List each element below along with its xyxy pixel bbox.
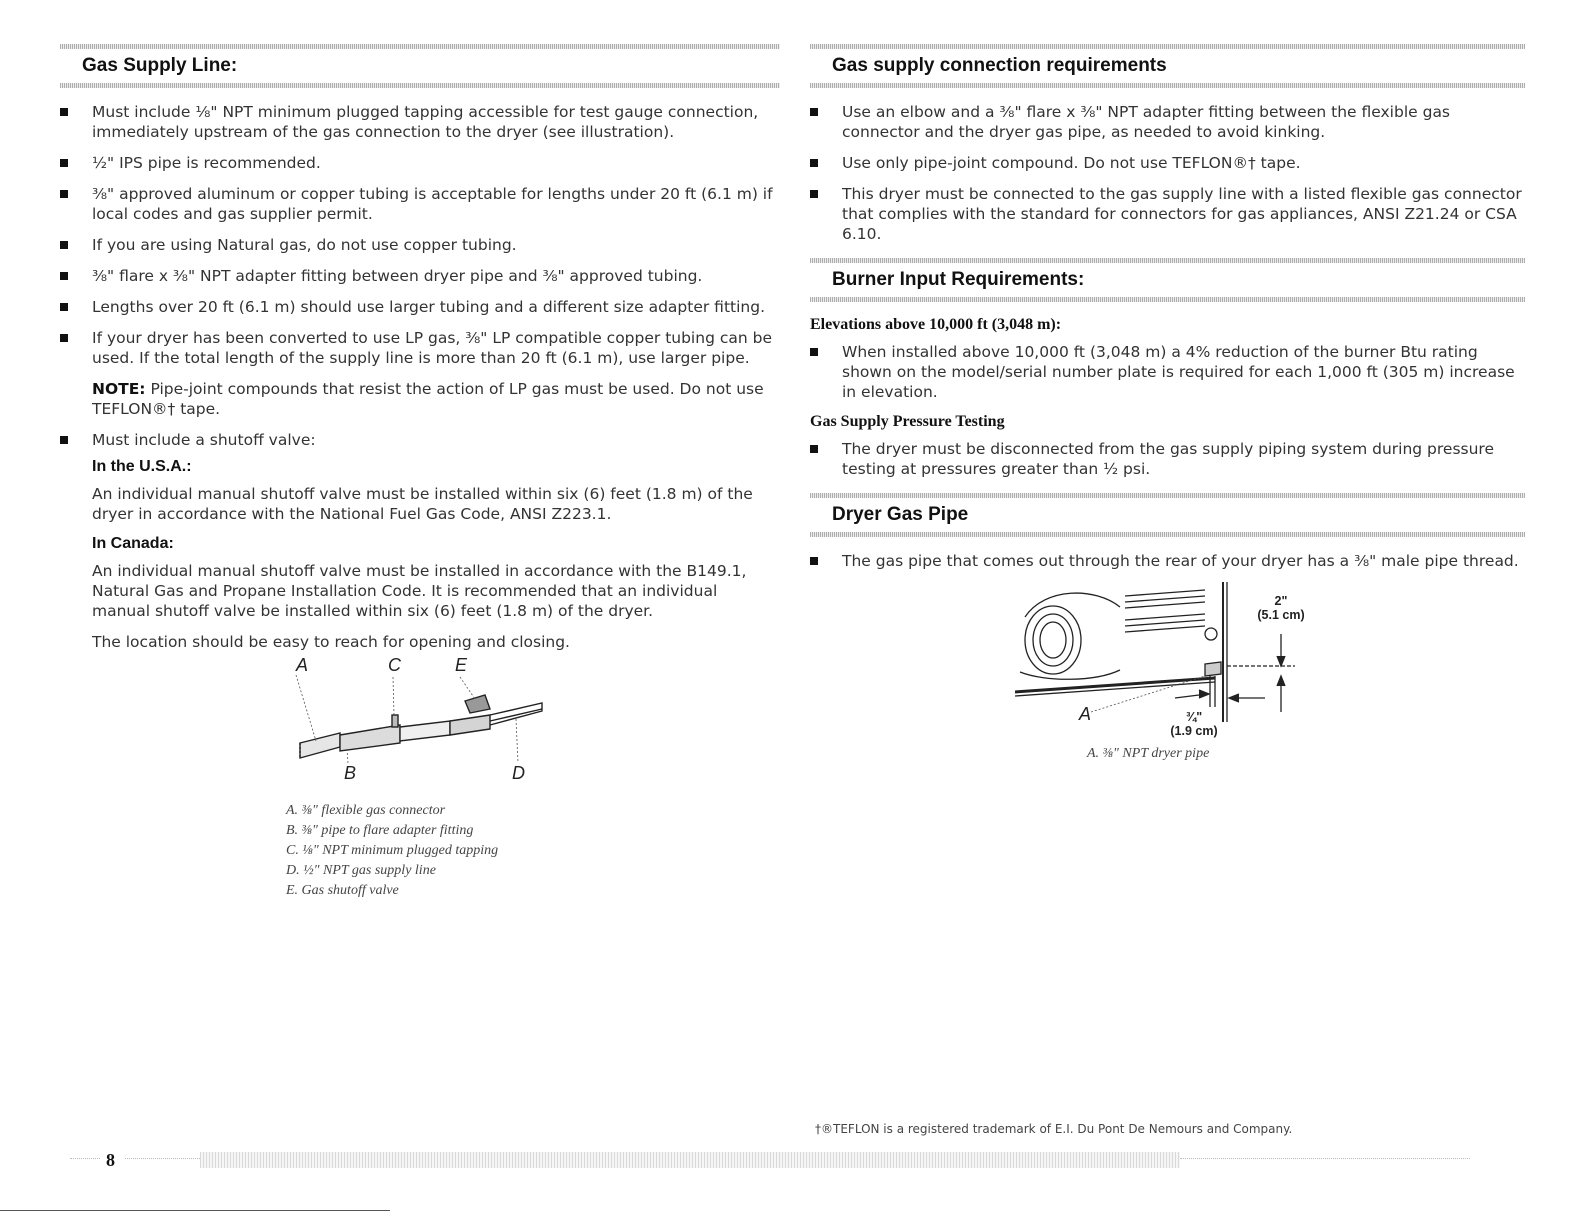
location-text: The location should be easy to reach for opening and closing. xyxy=(92,633,570,651)
gas-line-illustration xyxy=(280,663,580,783)
list-item xyxy=(60,297,780,317)
connection-requirements-list xyxy=(810,102,1525,244)
elevations-heading: Elevations above 10,000 ft (3,048 m): xyxy=(810,316,1062,333)
section-rule-top xyxy=(810,493,1525,498)
scan-edge-line xyxy=(0,1210,390,1211)
list-item xyxy=(60,184,780,224)
section-rule-top xyxy=(810,258,1525,263)
figure-label-a: A xyxy=(296,655,309,675)
list-item-text: The gas pipe that comes out through the rear of your dryer has a ⅜" male pipe thread. xyxy=(842,552,1519,570)
list-item-text: If you are using Natural gas, do not use copper tubing. xyxy=(92,236,517,254)
list-item-text: When installed above 10,000 ft (3,048 m) a 4% reduction of the burner Btu rating shown on the model/serial number plate is required for each 1,000 ft (305 m) increase in elevation. xyxy=(842,343,1515,401)
dryer-gas-pipe-header xyxy=(810,493,1525,537)
list-item xyxy=(810,184,1525,244)
list-item xyxy=(810,102,1525,142)
list-item-text: If your dryer has been converted to use LP gas, ⅜" LP compatible copper tubing can be used. If the total length of the supply line is more than 20 ft (6.1 m), use larger pipe. xyxy=(92,329,772,367)
usa-heading: In the U.S.A.: xyxy=(92,458,192,475)
figure-label-a: A xyxy=(1079,704,1092,724)
list-item xyxy=(60,430,780,450)
section-rule-bottom xyxy=(60,83,780,88)
list-item-text: This dryer must be connected to the gas supply line with a listed flexible gas connector that complies with the standard for connectors for gas appliances, ANSI Z21.24 or CSA 6.10. xyxy=(842,185,1522,243)
list-item-text: Must include a shutoff valve: xyxy=(92,431,316,449)
right-column xyxy=(810,44,1525,762)
gas-supply-line-header xyxy=(60,44,780,88)
canada-heading: In Canada: xyxy=(92,535,174,552)
bullet-square-icon xyxy=(810,190,818,198)
figure-captions xyxy=(286,801,780,901)
dim-bottom-inch: ¾" xyxy=(1185,710,1203,724)
list-item-text: The dryer must be disconnected from the gas supply piping system during pressure testing at pressures greater than ½ psi. xyxy=(842,440,1494,478)
teflon-footnote: †®TEFLON is a registered trademark of E.I. Du Pont De Nemours and Company. xyxy=(815,1122,1293,1136)
footer-band xyxy=(200,1152,1180,1168)
shutoff-valve-figure xyxy=(280,655,580,783)
list-item xyxy=(810,439,1525,479)
bullet-square-icon xyxy=(810,348,818,356)
dim-top-cm: (5.1 cm) xyxy=(1257,608,1305,622)
list-item-text: Must include ⅛" NPT minimum plugged tapping accessible for test gauge connection, immediately upstream of the gas connection to the dryer (see illustration). xyxy=(92,103,759,141)
shutoff-list xyxy=(60,430,780,450)
burner-input-header xyxy=(810,258,1525,302)
dim-top-inch: 2" xyxy=(1274,594,1288,608)
figure-label-d: D xyxy=(512,763,525,783)
footer-dots-mid xyxy=(125,1158,200,1159)
list-item-text: ⅜" flare x ⅜" NPT adapter fitting between dryer pipe and ⅜" approved tubing. xyxy=(92,267,703,285)
left-column xyxy=(60,44,780,901)
bullet-square-icon xyxy=(60,436,68,444)
caption-d: D. ½" NPT gas supply line xyxy=(286,863,436,878)
list-item xyxy=(810,551,1525,571)
note-label: NOTE: xyxy=(92,380,146,398)
dryer-gas-pipe-list xyxy=(810,551,1525,571)
footer-dots-right xyxy=(1180,1158,1470,1159)
gas-supply-line-list xyxy=(60,102,780,368)
caption-c: C. ⅛" NPT minimum plugged tapping xyxy=(286,843,499,858)
bullet-square-icon xyxy=(60,190,68,198)
bullet-square-icon xyxy=(810,159,818,167)
caption-b: B. ⅜" pipe to flare adapter fitting xyxy=(286,823,474,838)
section-rule-bottom xyxy=(810,532,1525,537)
section-rule-bottom xyxy=(810,83,1525,88)
list-item-text: Use an elbow and a ⅜" flare x ⅜" NPT adapter fitting between the flexible gas connector and the dryer gas pipe, as needed to avoid kinking. xyxy=(842,103,1451,141)
section-rule-top xyxy=(810,44,1525,49)
canada-text: An individual manual shutoff valve must be installed in accordance with the B149.1, Natural Gas and Propane Installation Code. It is recommended that an individual manual shutoff valve be installed within six (6) feet (1.8 m) of the dryer. xyxy=(92,562,747,620)
caption-a: A. ⅜" flexible gas connector xyxy=(286,803,446,818)
elevations-list xyxy=(810,342,1525,402)
section-title: Dryer Gas Pipe xyxy=(832,504,969,525)
list-item xyxy=(60,328,780,368)
dim-top-label xyxy=(1241,594,1321,622)
lp-note xyxy=(60,379,780,419)
footer-dots-left xyxy=(70,1158,100,1159)
list-item xyxy=(810,153,1525,173)
list-item xyxy=(810,342,1525,402)
list-item xyxy=(60,235,780,255)
connection-requirements-header xyxy=(810,44,1525,88)
pressure-testing-heading: Gas Supply Pressure Testing xyxy=(810,413,1005,430)
list-item-text: Lengths over 20 ft (6.1 m) should use larger tubing and a different size adapter fitting. xyxy=(92,298,766,316)
dryer-pipe-figure xyxy=(1015,582,1335,762)
dim-bottom-label xyxy=(1149,710,1239,738)
pressure-testing-list xyxy=(810,439,1525,479)
section-title: Gas supply connection requirements xyxy=(832,55,1167,76)
list-item xyxy=(60,153,780,173)
bullet-square-icon xyxy=(60,303,68,311)
list-item-text: ½" IPS pipe is recommended. xyxy=(92,154,321,172)
page-number: 8 xyxy=(106,1150,115,1170)
bullet-square-icon xyxy=(60,159,68,167)
list-item-text: Use only pipe-joint compound. Do not use TEFLON®† tape. xyxy=(842,154,1301,172)
bullet-square-icon xyxy=(810,108,818,116)
figure-label-c: C xyxy=(388,655,401,675)
list-item-text: ⅜" approved aluminum or copper tubing is acceptable for lengths under 20 ft (6.1 m) if local codes and gas supplier permit. xyxy=(92,185,773,223)
list-item xyxy=(60,266,780,286)
note-text: Pipe-joint compounds that resist the action of LP gas must be used. Do not use TEFLON®† tape. xyxy=(92,380,764,418)
usa-text: An individual manual shutoff valve must be installed within six (6) feet (1.8 m) of the dryer in accordance with the National Fuel Gas Code, ANSI Z223.1. xyxy=(92,485,753,523)
section-rule-top xyxy=(60,44,780,49)
bullet-square-icon xyxy=(60,108,68,116)
section-title: Burner Input Requirements: xyxy=(832,269,1085,290)
figure-label-b: B xyxy=(344,763,357,783)
bullet-square-icon xyxy=(60,272,68,280)
list-item xyxy=(60,102,780,142)
section-title: Gas Supply Line: xyxy=(82,55,238,76)
bullet-square-icon xyxy=(810,557,818,565)
figure-label-e: E xyxy=(455,655,468,675)
section-rule-bottom xyxy=(810,297,1525,302)
bullet-square-icon xyxy=(60,334,68,342)
bullet-square-icon xyxy=(60,241,68,249)
bullet-square-icon xyxy=(810,445,818,453)
caption-e: E. Gas shutoff valve xyxy=(286,883,399,898)
dryer-pipe-caption: A. ⅜" NPT dryer pipe xyxy=(1087,746,1210,761)
dim-bottom-cm: (1.9 cm) xyxy=(1170,724,1218,738)
